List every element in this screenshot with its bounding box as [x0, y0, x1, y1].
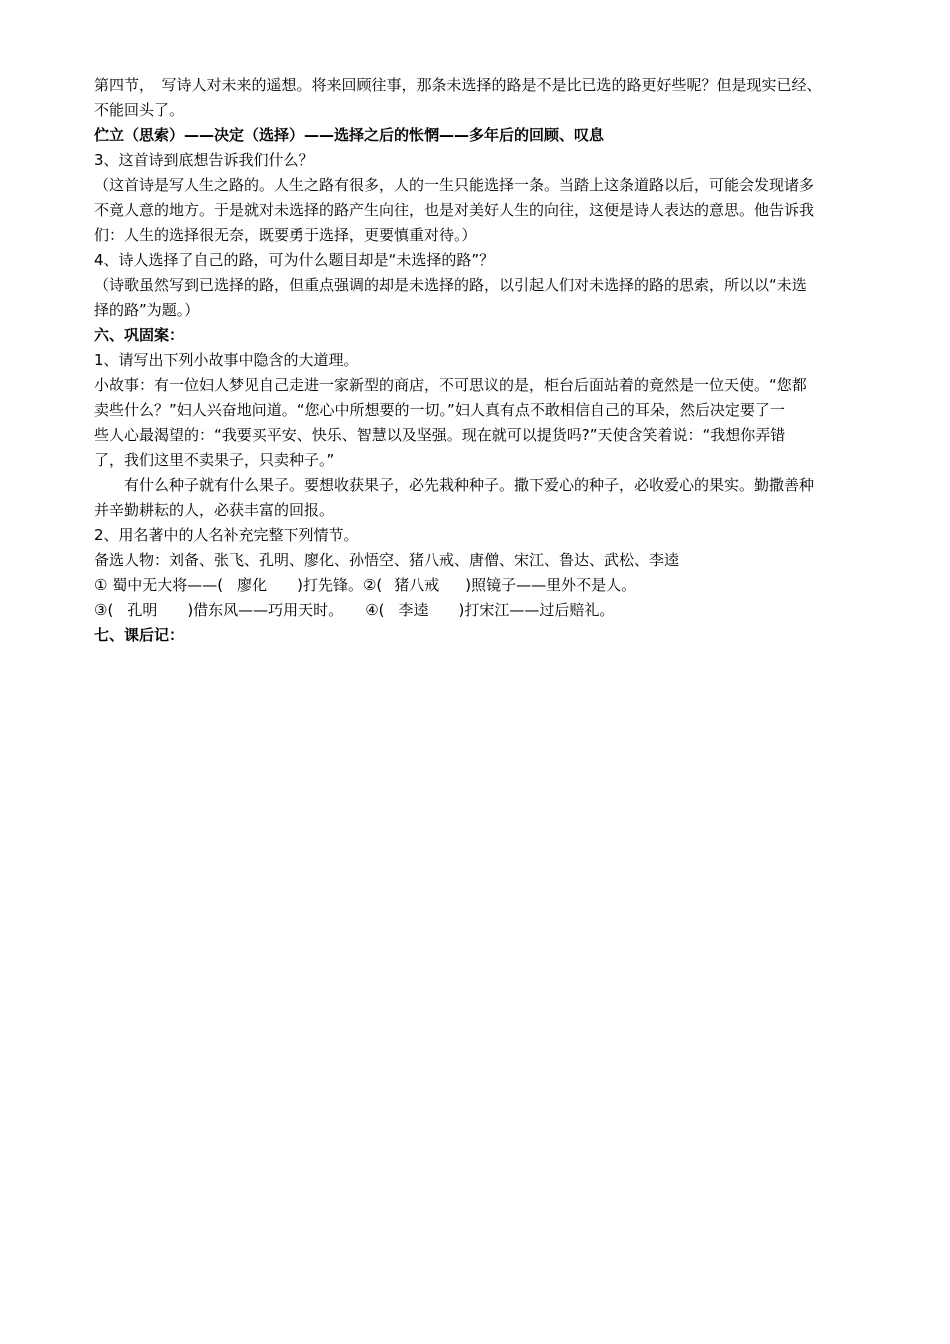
q3-prefix: ③(	[94, 601, 114, 619]
text-line: 择的路”为题。）	[94, 301, 200, 319]
text-line: 了，我们这里不卖果子，只卖种子。”	[94, 451, 335, 469]
text-line: 3、这首诗到底想告诉我们什么？	[94, 151, 314, 169]
after-class-heading: 七、课后记：	[94, 626, 185, 644]
q4-suffix: )打宋江——过后赔礼。	[458, 601, 615, 619]
q3-answer: 孔明	[127, 601, 158, 619]
text-line: 们：人生的选择很无奈，既要勇于选择，更要慎重对待。）	[94, 226, 477, 244]
document-body	[94, 73, 894, 573]
text-line: 2、用名著中的人名补充完整下列情节。	[94, 526, 359, 544]
text-line: 有什么种子就有什么果子。要想收获果子，必先栽种种子。撒下爱心的种子，必收爱心的果实。勤撒善种	[124, 476, 815, 494]
text-line: 六、巩固案：	[94, 326, 185, 344]
text-line: （诗歌虽然写到已选择的路，但重点强调的却是未选择的路，以引起人们对未选择的路的思索，所以以“未选	[94, 276, 807, 294]
q4-answer: 李逵	[398, 601, 429, 619]
q3-suffix: )借东风——巧用天时。	[187, 601, 344, 619]
q1-answer: 廖化	[237, 576, 268, 594]
text-line: （这首诗是写人生之路的。人生之路有很多，人的一生只能选择一条。当踏上这条道路以后，可能会发现诸多	[94, 176, 815, 194]
q2-answer: 猪八戒	[394, 576, 440, 594]
fill-blank-row-1	[94, 573, 894, 598]
q1-suffix: )打先锋。	[297, 576, 363, 594]
q1-prefix: ① 蜀中无大将——(	[94, 576, 224, 594]
text-line: 些人心最渴望的：“我要买平安、快乐、智慧以及坚强。现在就可以提货吗?”天使含笑着说：“我想你弄错	[94, 426, 786, 444]
q2-suffix: )照镜子——里外不是人。	[465, 576, 637, 594]
text-line: 4、诗人选择了自己的路，可为什么题目却是“未选择的路”？	[94, 251, 495, 269]
document-page	[94, 73, 894, 648]
text-line: 卖些什么？”妇人兴奋地问道。“您心中所想要的一切。”妇人真有点不敢相信自己的耳朵，然后决定要了一	[94, 401, 785, 419]
q4-prefix: ④(	[365, 601, 385, 619]
text-line: 不能回头了。	[94, 101, 185, 119]
q2-prefix: ②(	[362, 576, 383, 594]
fill-blank-row-2	[94, 598, 894, 623]
text-line: 第四节， 写诗人对未来的遥想。将来回顾往事，那条未选择的路是不是比已选的路更好些呢？但是现实已经、	[94, 76, 822, 94]
text-line: 不竟人意的地方。于是就对未选择的路产生向往，也是对美好人生的向往，这便是诗人表达的意思。他告诉我	[94, 201, 815, 219]
text-line: 并辛勤耕耘的人，必获丰富的回报。	[94, 501, 335, 519]
text-line: 小故事：有一位妇人梦见自己走进一家新型的商店，不可思议的是，柜台后面站着的竟然是一位天使。“您都	[94, 376, 807, 394]
text-line: 伫立（思索）——决定（选择）——选择之后的怅惘——多年后的回顾、叹息	[94, 126, 605, 144]
text-line: 备选人物：刘备、张飞、孔明、廖化、孙悟空、猪八戒、唐僧、宋江、鲁达、武松、李逵	[94, 551, 680, 569]
text-line: 1、请写出下列小故事中隐含的大道理。	[94, 351, 359, 369]
